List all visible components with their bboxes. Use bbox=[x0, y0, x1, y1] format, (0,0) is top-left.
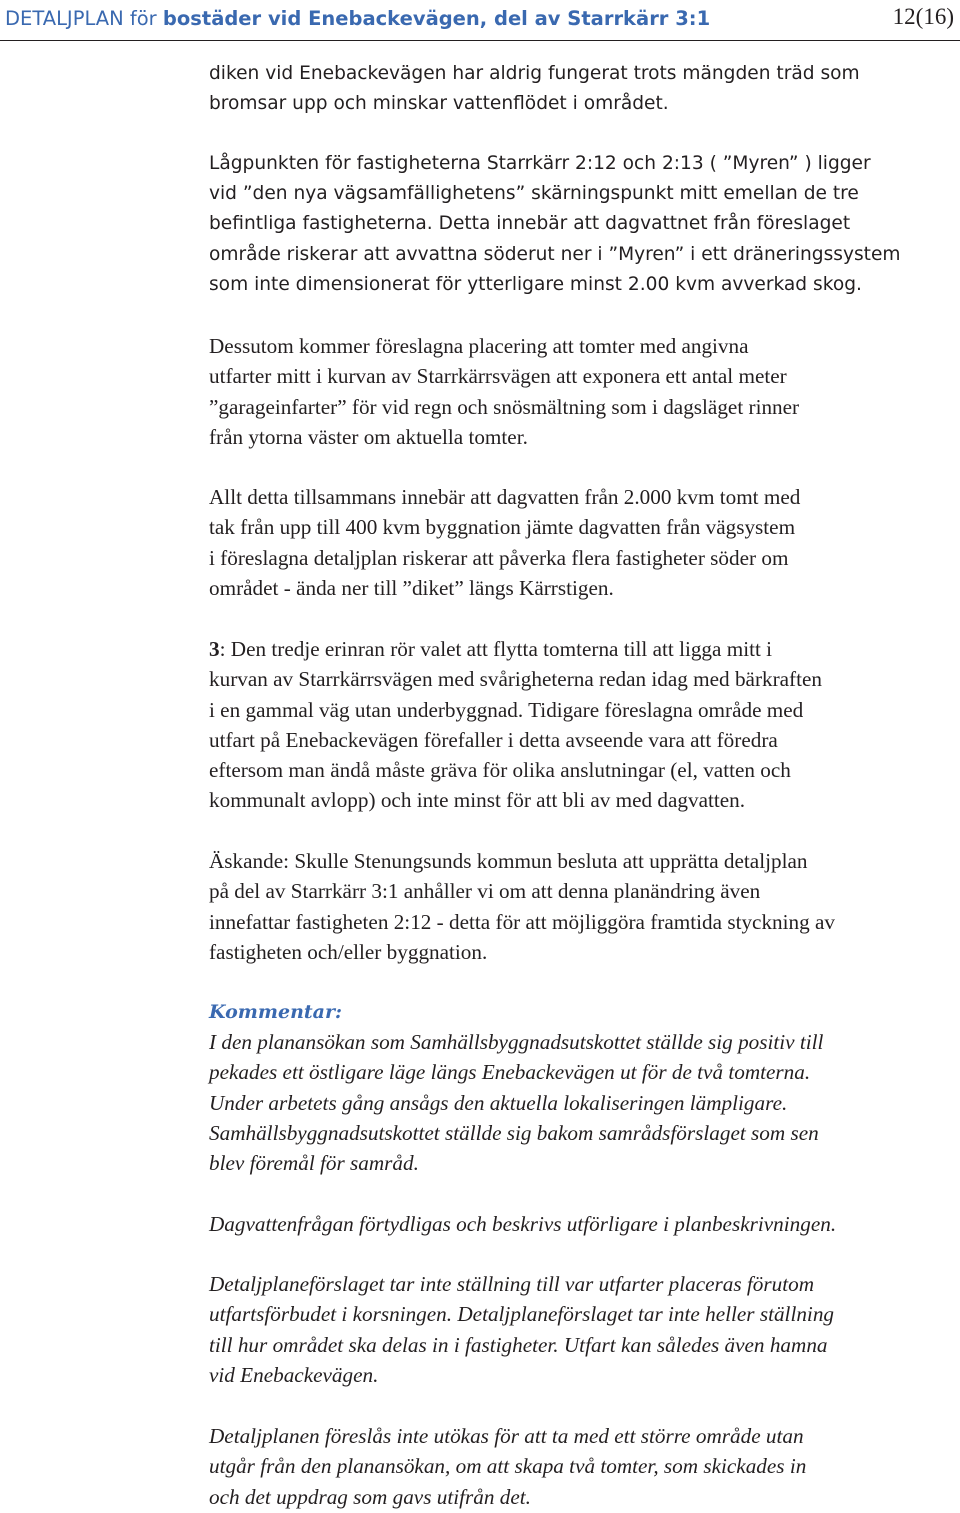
text-line: Detaljplaneförslaget tar inte ställning till var utfarter placeras förutom bbox=[209, 1272, 815, 1296]
text-line: utgår från den planansökan, om att skapa två tomter, som skickades in bbox=[209, 1454, 807, 1479]
comment-samradsforslag bbox=[209, 1027, 823, 1178]
text-line: ”garageinfarter” för vid regn och snösmältning som i dagsläget rinner bbox=[209, 394, 800, 419]
text-line: utfart på Enebackevägen förefaller i detta avseende vara att föredra bbox=[209, 727, 778, 752]
paragraph-askande bbox=[209, 846, 835, 967]
document-title-main: bostäder vid Enebackevägen, del av Starrkärr 3:1 bbox=[162, 7, 711, 30]
text-line: innefattar fastigheten 2:12 - detta för att möjliggöra framtida styckning av bbox=[209, 909, 836, 934]
text-line: tak från upp till 400 kvm byggnation jämte dagvatten från vägsystem bbox=[209, 515, 796, 540]
text-line: Allt detta tillsammans innebär att dagvatten från 2.000 kvm tomt med bbox=[209, 485, 801, 509]
text-line: bromsar upp och minskar vattenflödet i området. bbox=[209, 93, 669, 115]
document-title bbox=[5, 7, 710, 30]
text-line: eftersom man ändå måste gräva för olika anslutningar (el, vatten och bbox=[209, 758, 791, 783]
text-line: Dagvattenfrågan förtydligas och beskrivs utförligare i planbeskrivningen. bbox=[209, 1212, 837, 1236]
text-line: kommunalt avlopp) och inte minst för att bli av med dagvatten. bbox=[209, 788, 746, 813]
text-line: område riskerar att avvattna söderut ner i ”Myren” i ett dräneringssystem bbox=[209, 243, 901, 265]
text-line: I den planansökan som Samhällsbyggnadsutskottet ställde sig positiv till bbox=[209, 1030, 824, 1054]
text-line: till hur området ska delas in i fastigheter. Utfart kan således även hamna bbox=[209, 1332, 828, 1357]
page-header bbox=[0, 0, 960, 41]
comment-dagvatten bbox=[209, 1209, 836, 1239]
text-line: i föreslagna detaljplan riskerar att påverka flera fastigheter söder om bbox=[209, 545, 789, 570]
text-line: kurvan av Starrkärrsvägen med svårigheterna redan idag med bärkraften bbox=[209, 667, 822, 692]
document-title-prefix: DETALJPLAN för bbox=[5, 7, 163, 30]
text-line: pekades ett östligare läge längs Enebackevägen ut för de två tomterna. bbox=[209, 1060, 811, 1085]
text-line: Lågpunkten för fastigheterna Starrkärr 2:12 och 2:13 ( ”Myren” ) ligger bbox=[209, 153, 871, 174]
text-line: utfartsförbudet i korsningen. Detaljplaneförslaget tar inte heller ställning bbox=[209, 1302, 835, 1327]
text-line: Under arbetets gång ansågs den aktuella lokaliseringen lämpligare. bbox=[209, 1090, 788, 1115]
text-line: Detaljplanen föreslås inte utökas för att ta med ett större område utan bbox=[209, 1424, 804, 1448]
paragraph-allt-detta bbox=[209, 482, 800, 603]
comment-planansokan bbox=[209, 1421, 806, 1512]
kommentar-heading: Kommentar: bbox=[209, 1001, 342, 1023]
text-line: vid ”den nya vägsamfällighetens” skärningspunkt mitt emellan de tre bbox=[209, 183, 859, 205]
paragraph-lagpunkten bbox=[209, 149, 901, 300]
text-line: utfarter mitt i kurvan av Starrkärrsvägen att exponera ett antal meter bbox=[209, 364, 787, 389]
text-line: och det uppdrag som gavs utifrån det. bbox=[209, 1484, 531, 1509]
text-line: blev föremål för samråd. bbox=[209, 1151, 419, 1176]
text-line: området - ända ner till ”diket” längs Kärrstigen. bbox=[209, 575, 614, 600]
paragraph-tredje-erinran bbox=[209, 634, 822, 816]
text-line: befintliga fastigheterna. Detta innebär att dagvattnet från föreslaget bbox=[209, 213, 851, 235]
text-line bbox=[209, 634, 822, 664]
text-fragment: : Den tredje erinran rör valet att flytta tomterna till att ligga mitt i bbox=[219, 637, 773, 661]
text-line: från ytorna väster om aktuella tomter. bbox=[209, 424, 528, 449]
text-line: vid Enebackevägen. bbox=[209, 1362, 379, 1387]
paragraph-dessutom bbox=[209, 331, 799, 452]
text-line: Dessutom kommer föreslagna placering att tomter med angivna bbox=[209, 334, 749, 358]
text-line: som inte dimensionerat för ytterligare minst 2.00 kvm avverkad skog. bbox=[209, 273, 862, 295]
page-number: 12(16) bbox=[892, 4, 954, 29]
comment-utfarter bbox=[209, 1269, 834, 1390]
erinran-number: 3 bbox=[209, 637, 220, 661]
text-line: fastigheten och/eller byggnation. bbox=[209, 939, 488, 964]
text-line: på del av Starrkärr 3:1 anhåller vi om att denna planändring även bbox=[209, 879, 761, 904]
text-line: Äskande: Skulle Stenungsunds kommun besluta att upprätta detaljplan bbox=[209, 849, 808, 873]
text-line: diken vid Enebackevägen har aldrig fungerat trots mängden träd som bbox=[209, 63, 860, 84]
text-line: i en gammal väg utan underbyggnad. Tidigare föreslagna område med bbox=[209, 697, 804, 722]
paragraph-dike bbox=[209, 59, 860, 119]
text-line: Samhällsbyggnadsutskottet ställde sig bakom samrådsförslaget som sen bbox=[209, 1120, 819, 1145]
